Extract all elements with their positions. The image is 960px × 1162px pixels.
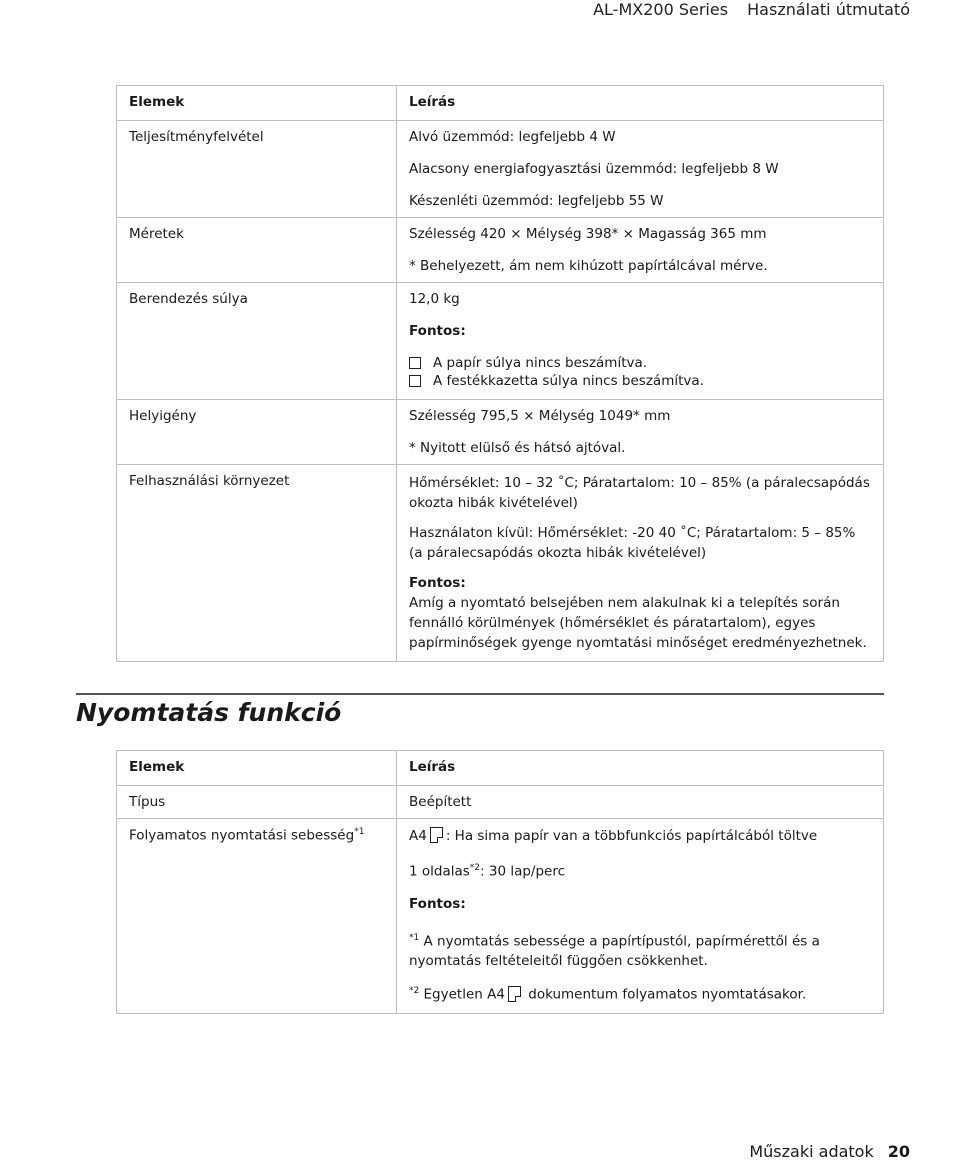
page-header [579,0,910,19]
section-divider [76,693,884,695]
row-value [397,400,884,465]
row-label-text: Folyamatos nyomtatási sebesség [129,827,355,844]
portrait-page-icon [430,827,443,843]
row-value: Beépített [397,786,884,819]
footnote-text: dokumentum folyamatos nyomtatásakor. [523,986,807,1003]
row-label [117,819,397,1014]
footnote-marker: *1 [409,932,420,943]
row-label: Típus [117,786,397,819]
print-mode: 1 oldalas [409,863,470,880]
value-line: Szélesség 795,5 × Mélység 1049* mm [409,408,671,424]
product-name: AL-MX200 Series [593,0,729,19]
footnote-text: A nyomtatás sebessége a papírtípustól, papírmérettől és a nyomtatás feltételeitől függően csökkenhet. [409,933,820,969]
paper-size: A4 [409,828,427,844]
value-line: Készenléti üzemmód: legfeljebb 55 W [409,193,664,209]
value-paragraph: Hőmérséklet: 10 – 32 ˚C; Páratartalom: 10 – 85% (a páralecsapódás okozta hibák kivételével) [409,475,870,511]
value-line: Alacsony energiafogyasztási üzemmód: legfeljebb 8 W [409,161,779,177]
table-header-row [117,86,884,121]
value-line: Alvó üzemmód: legfeljebb 4 W [409,129,616,145]
paper-note: : Ha sima papír van a többfunkciós papírtálcából töltve [445,828,818,844]
table-row-environment [117,465,884,662]
list-item [409,373,871,389]
print-speed: : 30 lap/perc [480,863,566,880]
row-label: Berendezés súlya [117,283,397,400]
print-function-table [116,750,884,1014]
checkbox-bullet-icon [409,375,421,387]
row-label: Méretek [117,218,397,283]
table-row-weight [117,283,884,400]
list-item-text: A festékkazetta súlya nincs beszámítva. [433,373,704,389]
note-text: Amíg a nyomtató belsejében nem alakulnak ki a telepítés során fennálló körülmények (hőmérséklet és páratartalom), egyes papírminőségek gyenge nyomtatási minőséget eredményezhetnek. [409,595,867,651]
row-label: Teljesítményfelvétel [117,121,397,218]
row-value [397,218,884,283]
footnote-marker: *2 [409,986,420,996]
section-title: Nyomtatás funkció [76,698,342,727]
value-line [409,827,871,844]
row-value [397,283,884,400]
value-line [409,860,871,880]
column-header-description: Leírás [397,751,884,786]
page-number: 20 [887,1142,910,1161]
list-item-text: A papír súlya nincs beszámítva. [433,355,648,371]
note-title: Fontos: [409,575,466,591]
value-paragraph: Használaton kívül: Hőmérséklet: -20 40 ˚C; Páratartalom: 5 – 85% (a páralecsapódás okozta hibák kivételével) [409,525,856,561]
footnote-1 [409,928,871,972]
checkbox-bullet-icon [409,357,421,369]
footnote-2 [409,981,871,1005]
row-value [397,465,884,662]
document-title: Használati útmutató [747,0,910,19]
column-header-items: Elemek [117,86,397,121]
portrait-page-icon [508,986,521,1002]
row-value [397,819,884,1014]
note-title: Fontos: [409,323,466,339]
row-label: Helyigény [117,400,397,465]
row-value [397,121,884,218]
footer-section: Műszaki adatok [749,1142,874,1161]
row-label: Felhasználási környezet [117,465,397,662]
value-line: * Nyitott elülső és hátsó ajtóval. [409,440,626,456]
page-footer [749,1142,910,1161]
footnote-marker: *2 [469,863,481,873]
column-header-items: Elemek [117,751,397,786]
footnote-text: Egyetlen A4 [419,986,505,1003]
list-item [409,355,871,371]
column-header-description: Leírás [397,86,884,121]
footnote-marker: *1 [354,827,365,837]
value-line: * Behelyezett, ám nem kihúzott papírtálcával mérve. [409,258,768,274]
table-header-row [117,751,884,786]
table-row-space [117,400,884,465]
table-row-type [117,786,884,819]
note-title: Fontos: [409,895,466,912]
table-row-dimensions [117,218,884,283]
table-row-power [117,121,884,218]
value-line: Szélesség 420 × Mélység 398* × Magasság 365 mm [409,226,767,242]
value-line: 12,0 kg [409,291,460,307]
specifications-table [116,85,884,662]
table-row-speed [117,819,884,1014]
